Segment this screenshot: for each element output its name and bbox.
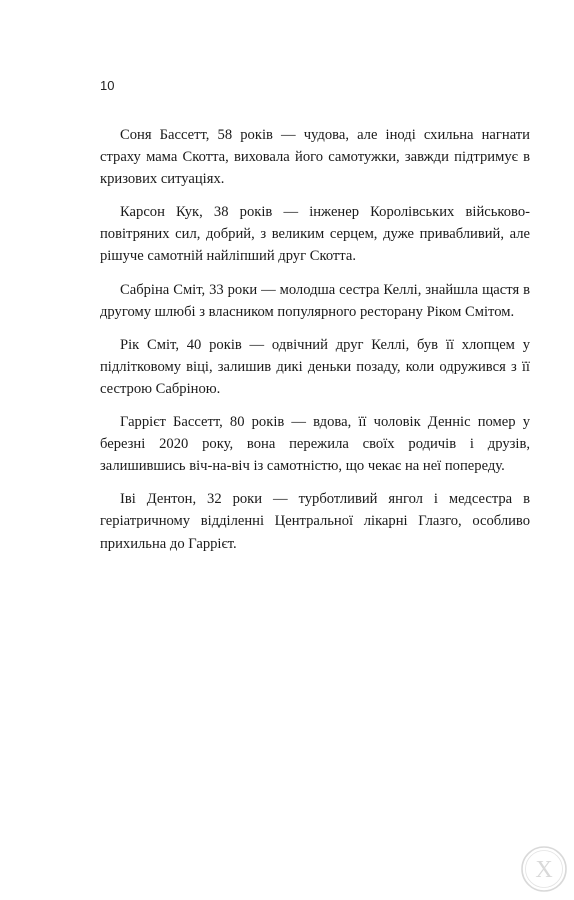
page-number: 10 xyxy=(100,78,115,93)
paragraph-harriet: Гаррієт Бассетт, 80 років — вдова, її чоловік Денніс помер у березні 2020 року, вона пережила своїх родичів і друзів, залишившись віч-на-віч із самотністю, що чекає на неї попереду. xyxy=(100,414,530,475)
paragraph-carson: Карсон Кук, 38 років — інженер Королівських військово-повітряних сил, добрий, з великим серцем, дуже привабливий, але рішуче самотній найліпший друг Скотта. xyxy=(100,204,530,265)
paragraph-ivy: Іві Дентон, 32 роки — турботливий янгол і медсестра в геріатричному відділенні Центральної лікарні Глазго, особливо прихильна до Гаррієт. xyxy=(100,491,530,552)
character-list xyxy=(100,124,530,555)
paragraph-sonya: Соня Бассетт, 58 років — чудова, але іноді схильна нагнати страху мама Скотта, виховала його самотужки, завжди підтримує в кризових ситуаціях. xyxy=(100,127,530,188)
paragraph-rick: Рік Сміт, 40 років — одвічний друг Келлі, був її хлопцем у підлітковому віці, залишив дикі деньки позаду, коли одружився з її сестрою Сабріною. xyxy=(100,336,530,397)
logo-letter: X xyxy=(535,857,553,883)
x-circle-logo-icon xyxy=(519,844,569,894)
paragraph-sabrina: Сабріна Сміт, 33 роки — молодша сестра Келлі, знайшла щастя в другому шлюбі з власником популярного ресторану Ріком Смітом. xyxy=(100,281,530,320)
